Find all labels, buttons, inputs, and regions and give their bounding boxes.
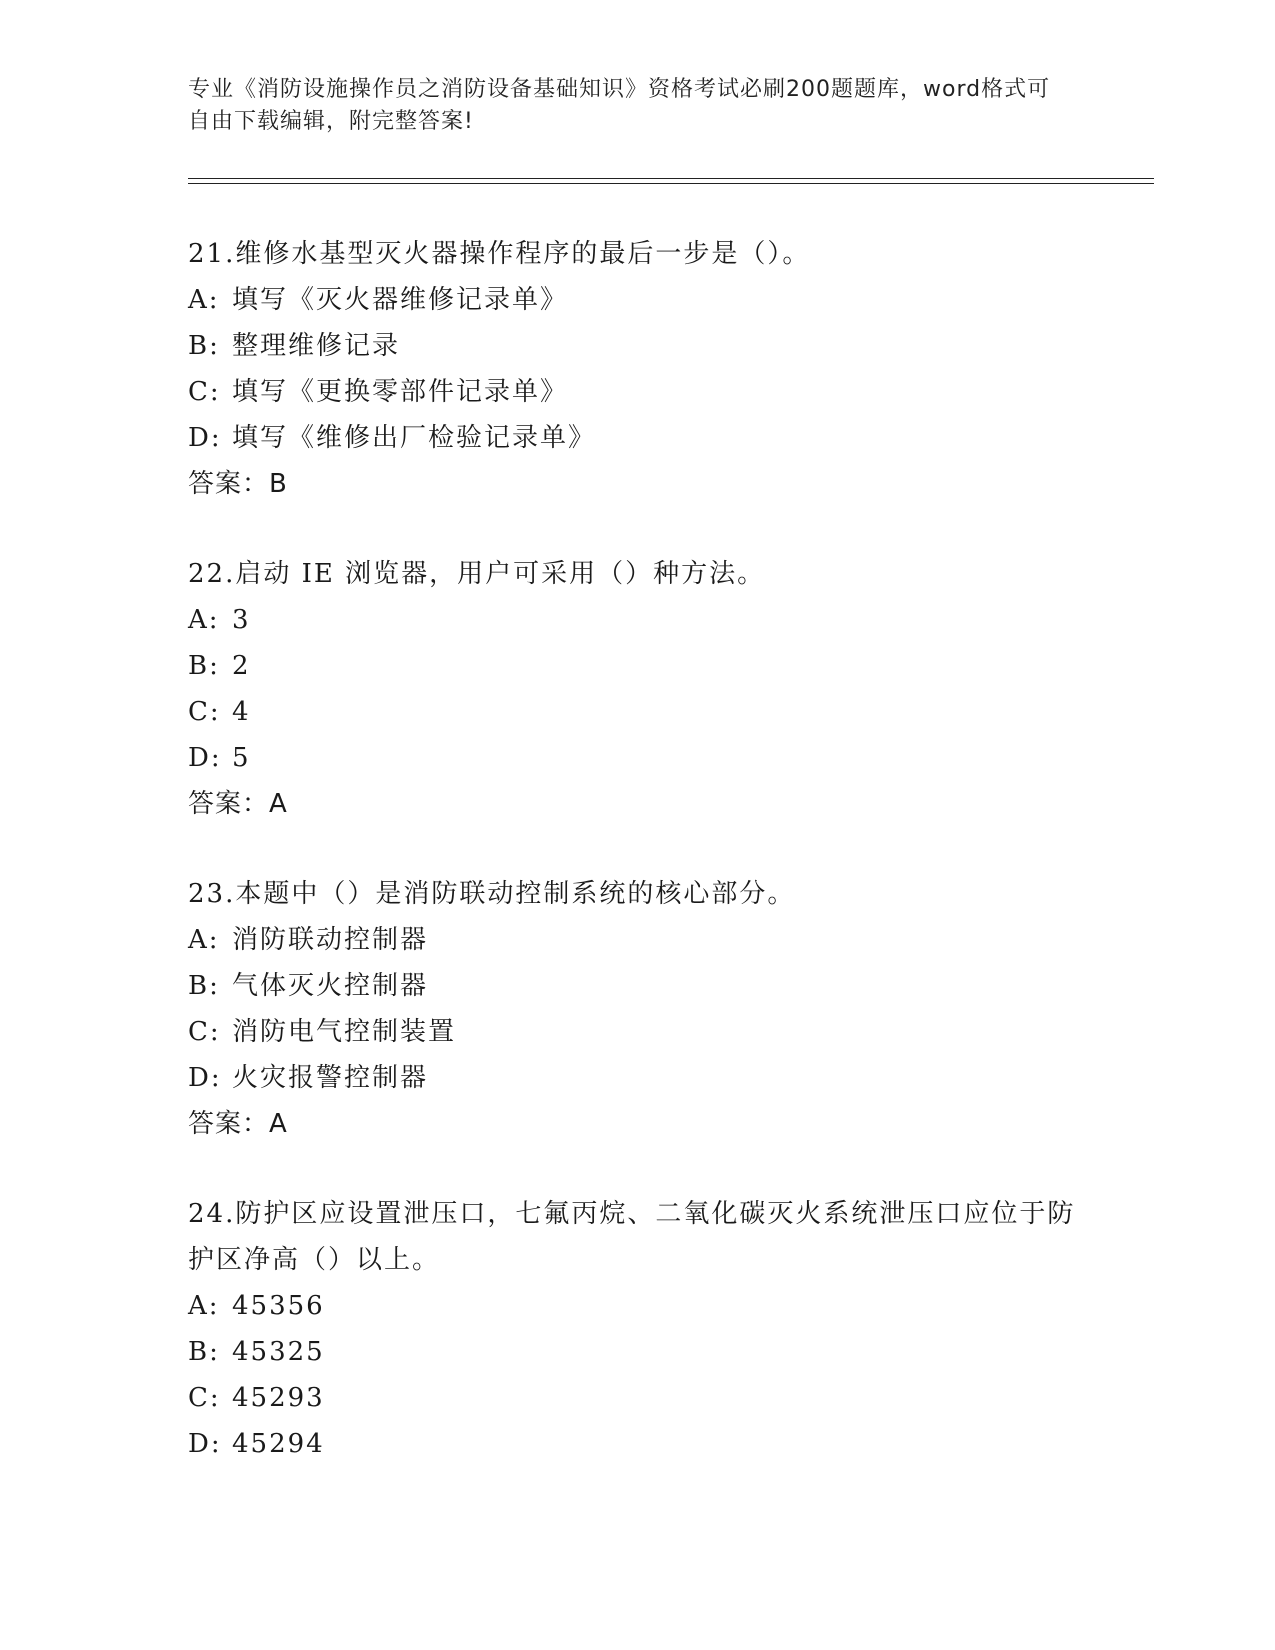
option-key: A: — [188, 605, 220, 635]
option-b — [188, 323, 1088, 369]
option-text: 填写《灭火器维修记录单》 — [232, 285, 569, 315]
question-21 — [188, 231, 1088, 507]
option-d — [188, 1421, 1078, 1467]
option-key: B: — [188, 651, 220, 681]
option-key: A: — [188, 285, 220, 315]
option-text: 填写《更换零部件记录单》 — [232, 377, 569, 407]
option-d — [188, 415, 1088, 461]
header-divider-bottom — [188, 183, 1154, 184]
question-22 — [188, 551, 1088, 827]
option-text: 消防联动控制器 — [232, 925, 429, 955]
question-text: 23.本题中（）是消防联动控制系统的核心部分。 — [188, 879, 796, 909]
option-key: C: — [188, 1383, 221, 1413]
option-b — [188, 1329, 1078, 1375]
question-text: 21.维修水基型灭火器操作程序的最后一步是（）。 — [188, 239, 811, 269]
option-text: 3 — [232, 605, 251, 635]
option-text: 5 — [232, 743, 251, 773]
answer: 答案：A — [188, 1109, 288, 1139]
option-c — [188, 369, 1088, 415]
question-24 — [188, 1191, 1078, 1467]
option-key: B: — [188, 331, 220, 361]
option-a — [188, 917, 1088, 963]
option-text: 4 — [232, 697, 251, 727]
option-text: 45294 — [232, 1429, 325, 1459]
option-text: 消防电气控制装置 — [232, 1017, 457, 1047]
option-text: 填写《维修出厂检验记录单》 — [232, 423, 597, 453]
answer: 答案：A — [188, 789, 288, 819]
option-key: A: — [188, 925, 220, 955]
option-key: B: — [188, 971, 220, 1001]
question-23 — [188, 871, 1088, 1147]
option-d — [188, 735, 1088, 781]
option-key: C: — [188, 697, 221, 727]
option-text: 45293 — [232, 1383, 325, 1413]
header-divider-top — [188, 178, 1154, 179]
option-c — [188, 689, 1088, 735]
option-d — [188, 1055, 1088, 1101]
option-key: C: — [188, 1017, 221, 1047]
answer: 答案：B — [188, 469, 288, 499]
option-c — [188, 1009, 1088, 1055]
option-text: 整理维修记录 — [232, 331, 401, 361]
question-text: 22.启动 IE 浏览器，用户可采用（）种方法。 — [188, 559, 766, 589]
option-text: 45325 — [232, 1337, 325, 1367]
question-text: 24.防护区应设置泄压口，七氟丙烷、二氧化碳灭火系统泄压口应位于防护区净高（）以上。 — [188, 1199, 1076, 1275]
option-text: 火灾报警控制器 — [232, 1063, 429, 1093]
option-key: D: — [188, 1063, 222, 1093]
option-b — [188, 963, 1088, 1009]
option-text: 45356 — [232, 1291, 325, 1321]
option-a — [188, 597, 1088, 643]
document-intro: 专业《消防设施操作员之消防设备基础知识》资格考试必刷200题题库，word格式可自由下载编辑，附完整答案! — [188, 77, 1051, 134]
option-key: D: — [188, 743, 222, 773]
option-key: D: — [188, 1429, 222, 1459]
option-key: C: — [188, 377, 221, 407]
option-text: 气体灭火控制器 — [232, 971, 429, 1001]
option-key: D: — [188, 423, 222, 453]
option-c — [188, 1375, 1078, 1421]
option-a — [188, 277, 1088, 323]
option-key: B: — [188, 1337, 220, 1367]
option-text: 2 — [232, 651, 251, 681]
option-b — [188, 643, 1088, 689]
option-a — [188, 1283, 1078, 1329]
option-key: A: — [188, 1291, 220, 1321]
